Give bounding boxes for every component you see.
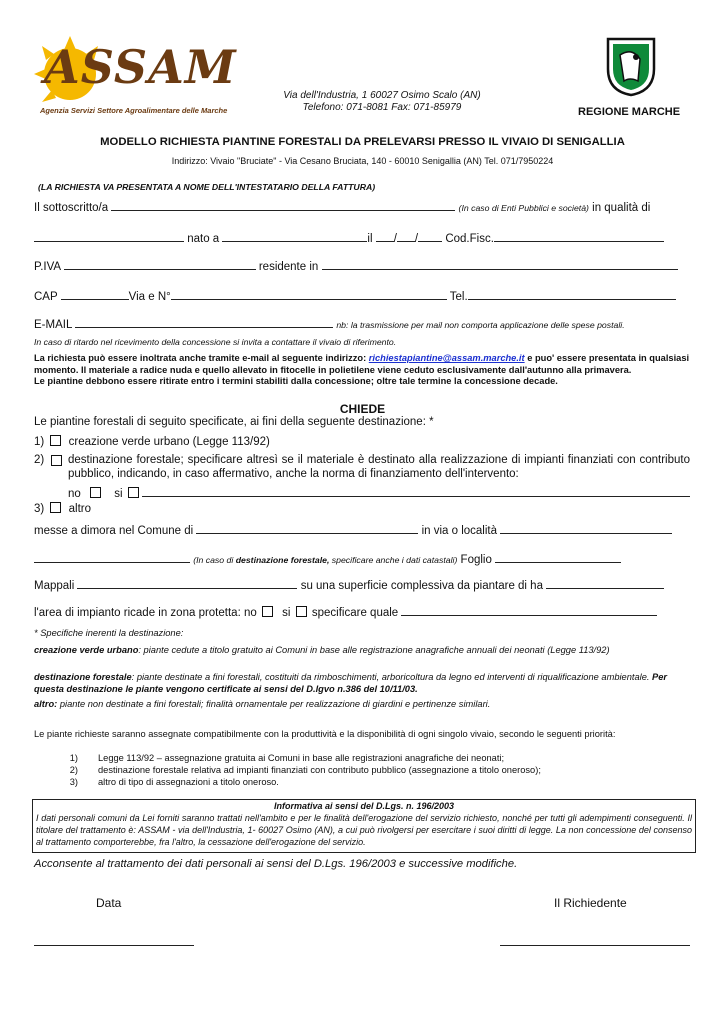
day-field[interactable] bbox=[376, 230, 394, 242]
il-label: il bbox=[367, 233, 373, 245]
header-address bbox=[262, 90, 502, 114]
foglio-field[interactable] bbox=[495, 551, 621, 563]
sottoscritto-hint: (In caso di Enti Pubblici e società) bbox=[458, 203, 589, 213]
list-item bbox=[34, 752, 541, 764]
privacy-title: Informativa ai sensi del D.Lgs. n. 196/2003 bbox=[273, 801, 455, 811]
mappali-field[interactable] bbox=[77, 577, 297, 589]
email-label: E-MAIL bbox=[34, 319, 72, 331]
qualita-field[interactable] bbox=[34, 230, 184, 242]
data-label: Data bbox=[96, 896, 122, 910]
list-number: 3) bbox=[69, 777, 78, 787]
date-separator: / bbox=[414, 233, 419, 245]
priorita-intro: Le piante richieste saranno assegnate compatibilmente con la produttività e la disponibilità di ogni singolo vivaio, secondo le seguenti priorità: bbox=[34, 729, 616, 739]
sottoscritto-field[interactable] bbox=[111, 199, 455, 211]
intestatario-note: (LA RICHIESTA VA PRESENTATA A NOME DELL'INTESTATARIO DELLA FATTURA) bbox=[38, 182, 376, 192]
option-number: 1) bbox=[34, 436, 45, 448]
address-line: Via dell'Industria, 1 60027 Osimo Scalo (AN) bbox=[283, 90, 481, 101]
catasto-field[interactable] bbox=[34, 551, 190, 563]
privacy-text: I dati personali comuni da Lei forniti saranno trattati nell'ambito e per le finalità dell'erogazione del servizio richiesto, nonché per tutti gli adempimenti conseguenti. Il titolare del trattamento è: ASSAM - via dell'Industria, 1- 60027 Osimo (AN), a cui può rivolgersi per esercitare i suoi diritti di legge. La non concessione del consenso al trattamento comporterebbe, fra l'altro, la cessazione dell'erogazione del servizio. bbox=[36, 813, 692, 847]
foglio-row bbox=[34, 551, 621, 566]
option-number: 2) bbox=[34, 454, 45, 466]
via-field[interactable] bbox=[171, 288, 447, 300]
date-separator: / bbox=[393, 233, 397, 245]
data-signature-field[interactable] bbox=[34, 945, 194, 946]
residente-label: residente in bbox=[258, 261, 319, 273]
spec-title: altro: bbox=[34, 699, 58, 709]
list-item bbox=[34, 776, 541, 788]
info-text: La richiesta può essere inoltrata anche tramite e-mail al seguente indirizzo: bbox=[34, 353, 369, 363]
spec-text: piante non destinate a fini forestali; finalità ornamentale per realizzazione di giardini e pertinenze similari. bbox=[57, 699, 491, 709]
sottoscritto-label: Il sottoscritto/a bbox=[34, 202, 109, 214]
option-1 bbox=[34, 435, 270, 448]
chiede-heading: CHIEDE bbox=[339, 402, 386, 416]
option-label: altro bbox=[68, 503, 92, 515]
spec-bold: Per questa destinazione le piante vengono certificate ai sensi del D.lgvo n.386 del 10/11/03. bbox=[34, 672, 668, 694]
cap-label: CAP bbox=[34, 291, 58, 303]
logo-subtitle: Agenzia Servizi Settore Agroalimentare delle Marche bbox=[40, 106, 228, 115]
list-text: Legge 113/92 – assegnazione gratuita ai Comuni in base alle registrazioni anagrafiche dei neonati; bbox=[98, 753, 505, 763]
superficie-field[interactable] bbox=[546, 577, 664, 589]
forestale-hint bbox=[193, 555, 457, 565]
email-row bbox=[34, 316, 625, 331]
list-text: altro di tipo di assegnazioni a titolo oneroso. bbox=[98, 777, 279, 787]
region-shield-icon bbox=[606, 37, 656, 97]
consenso-text: Acconsente al trattamento dei dati personali ai sensi del D.Lgs. 196/2003 e successive modifiche. bbox=[34, 858, 518, 870]
si-label: si bbox=[282, 607, 291, 619]
altro-checkbox[interactable] bbox=[50, 502, 61, 513]
hint-bold: destinazione forestale, bbox=[235, 555, 330, 565]
richiedente-signature-field[interactable] bbox=[500, 945, 690, 946]
no-label: no bbox=[68, 488, 81, 500]
luogo-nascita-field[interactable] bbox=[222, 230, 367, 242]
list-item bbox=[34, 764, 541, 776]
tel-label: Tel. bbox=[449, 291, 468, 303]
finanziato-row bbox=[68, 485, 690, 500]
page-title: MODELLO RICHIESTA PIANTINE FORESTALI DA PRELEVARSI PRESSO IL VIVAIO DI SENIGALLIA bbox=[100, 136, 625, 148]
richiedente-label: Il Richiedente bbox=[554, 896, 627, 910]
info-text: e puo' essere presentata in qualsiasi momento. Il materiale a radice nuda e quello allevato in fitocelle in polietilene viene ceduto esclusivamente dall'autunno alla primavera. bbox=[34, 353, 690, 375]
comune-field[interactable] bbox=[196, 522, 418, 534]
priorita-list bbox=[34, 752, 541, 788]
spec-text: : piante destinate a fini forestali, costituiti da rimboschimenti, arboricoltura da legno ed interventi di riqualificazione ambientale. bbox=[131, 672, 653, 682]
comune-label: messe a dimora nel Comune di bbox=[34, 525, 194, 537]
vivaio-address: Indirizzo: Vivaio "Bruciate" - Via Cesano Bruciata, 140 - 60010 Senigallia (AN) Tel. 071/7950224 bbox=[171, 156, 554, 166]
residente-field[interactable] bbox=[322, 258, 678, 270]
piva-label: P.IVA bbox=[34, 261, 61, 273]
zona-si-checkbox[interactable] bbox=[296, 606, 307, 617]
privacy-box bbox=[32, 799, 696, 853]
zona-protetta-label: l'area di impianto ricade in zona protetta: bbox=[34, 607, 241, 619]
option-2 bbox=[34, 453, 690, 481]
ritardo-note: In caso di ritardo nel ricevimento della concessione si invita a contattare il vivaio di riferimento. bbox=[34, 337, 397, 347]
cap-field[interactable] bbox=[61, 288, 129, 300]
localita-field[interactable] bbox=[500, 522, 672, 534]
hint-text: (In caso di bbox=[193, 555, 236, 565]
piva-field[interactable] bbox=[64, 258, 256, 270]
option-label: destinazione forestale; specificare altresì se il materiale è destinato alla realizzazione di impianti finanziati con contributo pubblico, indicando, in caso affermativo, anche la norma di finanziamento dell'intervento: bbox=[68, 454, 690, 480]
zona-protetta-row bbox=[34, 604, 657, 619]
zona-no-checkbox[interactable] bbox=[262, 606, 273, 617]
hint-text: specificare anche i dati catastali) bbox=[329, 555, 458, 565]
chiede-intro: Le piantine forestali di seguito specificate, ai fini della seguente destinazione: * bbox=[34, 416, 434, 428]
cap-row bbox=[34, 288, 676, 303]
ritiro-note: Le piantine debbono essere ritirate entro i termini stabiliti dalla concessione; oltre tale termine la concessione decade. bbox=[34, 376, 558, 386]
email-note: nb: la trasmissione per mail non comporta applicazione delle spese postali. bbox=[336, 320, 625, 330]
logo-text: ASSAM bbox=[44, 40, 237, 94]
codfisc-label: Cod.Fisc. bbox=[445, 233, 494, 245]
list-number: 2) bbox=[69, 765, 78, 775]
assam-logo bbox=[32, 34, 242, 124]
option-3 bbox=[34, 502, 91, 515]
tel-field[interactable] bbox=[468, 288, 676, 300]
comune-row bbox=[34, 522, 672, 537]
foglio-label: Foglio bbox=[460, 554, 492, 566]
superficie-label: su una superficie complessiva da piantare di ha bbox=[300, 580, 543, 592]
forestale-checkbox[interactable] bbox=[51, 455, 62, 466]
finanziato-no-checkbox[interactable] bbox=[90, 487, 101, 498]
region-label: REGIONE MARCHE bbox=[578, 106, 681, 118]
email-link[interactable]: richiestapiantine@assam.marche.it bbox=[368, 353, 525, 363]
piva-row bbox=[34, 258, 678, 273]
spec-altro bbox=[34, 699, 690, 711]
sottoscritto-row bbox=[34, 199, 650, 214]
no-label: no bbox=[243, 607, 257, 619]
si-label: si bbox=[114, 488, 123, 500]
option-label: creazione verde urbano (Legge 113/92) bbox=[68, 436, 270, 448]
option-number: 3) bbox=[34, 503, 45, 515]
spec-verde bbox=[34, 645, 690, 657]
mappali-label: Mappali bbox=[34, 580, 75, 592]
nato-label: nato a bbox=[187, 233, 220, 245]
spec-title: creazione verde urbano bbox=[34, 645, 139, 655]
month-field[interactable] bbox=[397, 230, 415, 242]
localita-label: in via o località bbox=[421, 525, 498, 537]
spec-title: destinazione forestale bbox=[34, 672, 132, 682]
year-field[interactable] bbox=[418, 230, 442, 242]
norma-finanziamento-field[interactable] bbox=[142, 485, 690, 497]
specificare-field[interactable] bbox=[401, 604, 657, 616]
list-number: 1) bbox=[69, 753, 78, 763]
spec-text: : piante cedute a titolo gratuito ai Comuni in base alle registrazione anagrafiche annuali dei neonati (Legge 113/92) bbox=[138, 645, 610, 655]
finanziato-si-checkbox[interactable] bbox=[128, 487, 139, 498]
nato-row bbox=[34, 230, 664, 245]
mappali-row bbox=[34, 577, 664, 592]
phone-line: Telefono: 071-8081 Fax: 071-85979 bbox=[302, 102, 462, 113]
list-text: destinazione forestale relativa ad impianti finanziati con contributo pubblico (assegnazione a titolo oneroso); bbox=[98, 765, 541, 775]
region-logo bbox=[606, 37, 656, 97]
codfisc-field[interactable] bbox=[494, 230, 664, 242]
spec-forestale bbox=[34, 672, 690, 695]
verde-urbano-checkbox[interactable] bbox=[50, 435, 61, 446]
email-field[interactable] bbox=[75, 316, 333, 328]
qualita-label: in qualità di bbox=[592, 202, 651, 214]
specificare-label: specificare quale bbox=[311, 607, 399, 619]
specifiche-heading: * Specifiche inerenti la destinazione: bbox=[34, 628, 184, 638]
info-paragraph bbox=[34, 353, 690, 388]
via-label: Via e N° bbox=[128, 291, 171, 303]
